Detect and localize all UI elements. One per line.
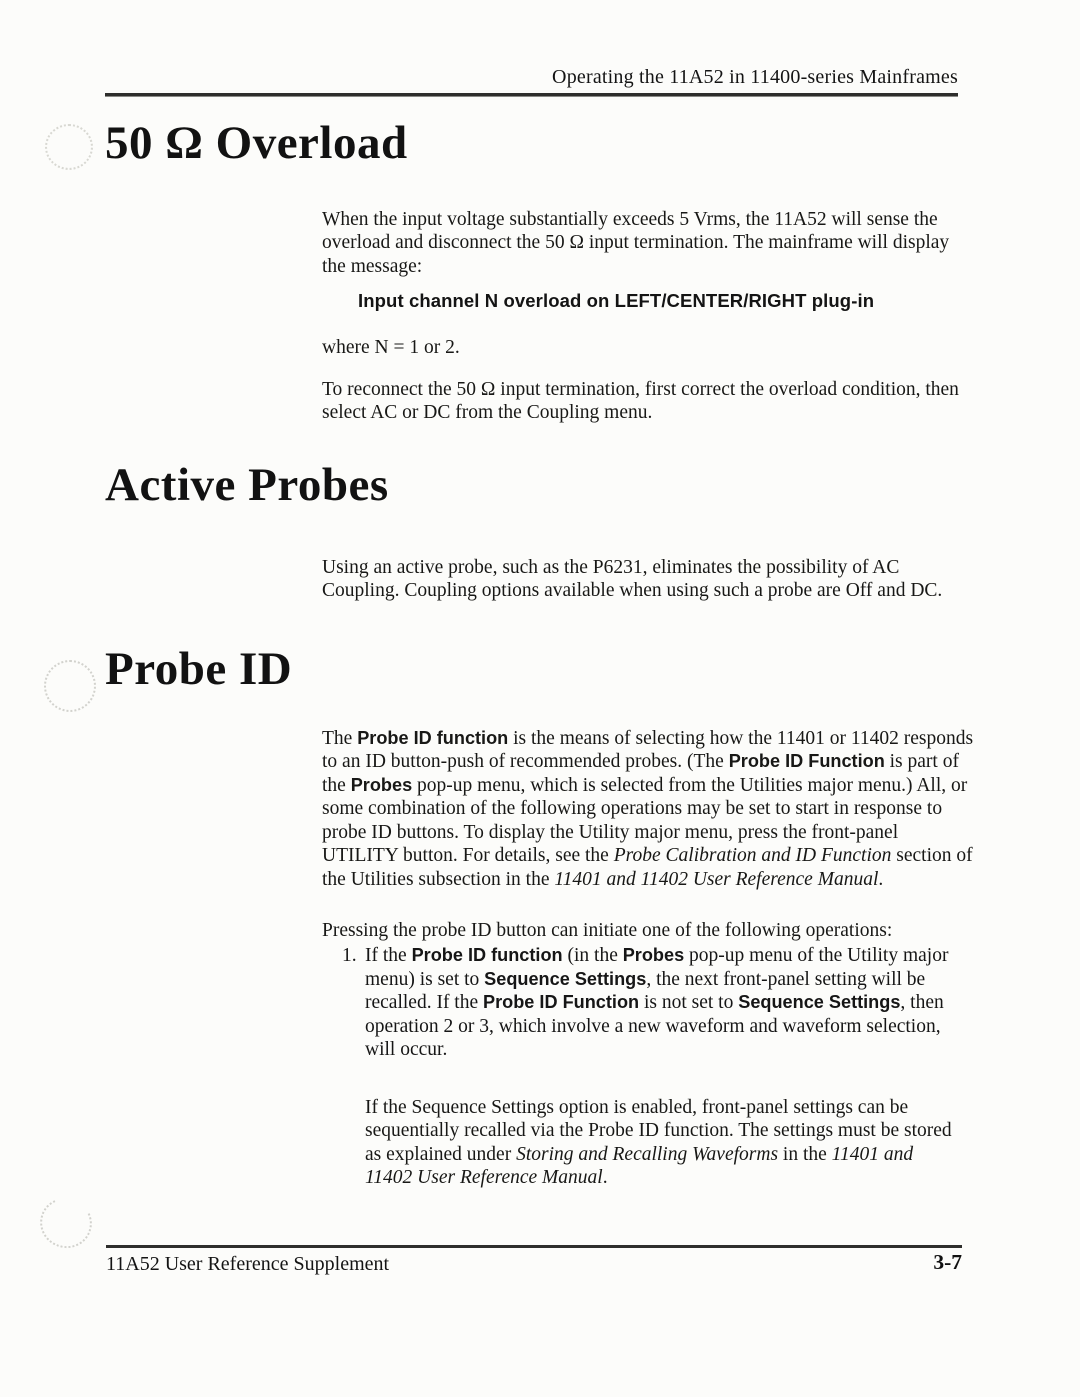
section-title-probe-id: Probe ID bbox=[105, 643, 293, 695]
section-title-active-probes: Active Probes bbox=[105, 459, 389, 511]
overload-system-message: Input channel N overload on LEFT/CENTER/RIGHT plug-in bbox=[358, 289, 875, 311]
header-rule bbox=[105, 93, 958, 97]
probe-id-paragraph-2: Pressing the probe ID button can initiate one of the following operations: bbox=[322, 919, 893, 941]
overload-intro-paragraph: When the input voltage substantially exceeds 5 Vrms, the 11A52 will sense the overload and disconnect the 50 Ω input termination. The mainframe will display the message: bbox=[322, 208, 950, 277]
footer-rule bbox=[106, 1245, 962, 1248]
list-item-text: If the Probe ID function (in the Probes pop-up menu of the Utility major menu) is set to Sequence Settings, the next front-panel setting will be recalled. If the Probe ID Function is not set to Sequence Settings, then operation 2 or 3, which involve a new waveform and waveform selection, will occur. bbox=[365, 945, 949, 1060]
probe-id-paragraph-3: If the Sequence Settings option is enabled, front-panel settings can be sequentially recalled via the Probe ID function. The settings must be stored as explained under Storing and Recalling Waveforms in the 11401 and 11402 User Reference Manual. bbox=[365, 1096, 952, 1188]
list-item-number: 1. bbox=[342, 945, 357, 966]
where-note: where N = 1 or 2. bbox=[322, 336, 460, 358]
section-title-50-ohm-overload: 50 Ω Overload bbox=[105, 117, 408, 169]
active-probes-paragraph: Using an active probe, such as the P6231, eliminates the possibility of AC Coupling. Coupling options available when using such a probe are Off and DC. bbox=[322, 556, 943, 601]
running-header: Operating the 11A52 in 11400-series Mainframes bbox=[552, 66, 958, 88]
scan-artifact-circle bbox=[33, 1191, 99, 1256]
footer-page-number: 3-7 bbox=[933, 1250, 962, 1274]
reconnect-paragraph: To reconnect the 50 Ω input termination, first correct the overload condition, then select AC or DC from the Coupling menu. bbox=[322, 378, 959, 423]
numbered-list-item-1 bbox=[342, 944, 956, 1062]
probe-id-paragraph-1: The Probe ID function is the means of selecting how the 11401 or 11402 responds to an ID button-push of recommended probes. (The Probe ID Function is part of the Probes pop-up menu, which is selected from the Utilities major menu.) All, or some combination of the following operations may be set to start in response to probe ID buttons. To display the Utility major menu, press the front-panel UTILITY button. For details, see the Probe Calibration and ID Function section of the Utilities subsection in the 11401 and 11402 User Reference Manual. bbox=[322, 727, 974, 890]
scan-artifact-circle bbox=[44, 660, 96, 712]
scan-artifact-circle bbox=[45, 124, 93, 170]
footer-manual-title: 11A52 User Reference Supplement bbox=[106, 1253, 390, 1275]
